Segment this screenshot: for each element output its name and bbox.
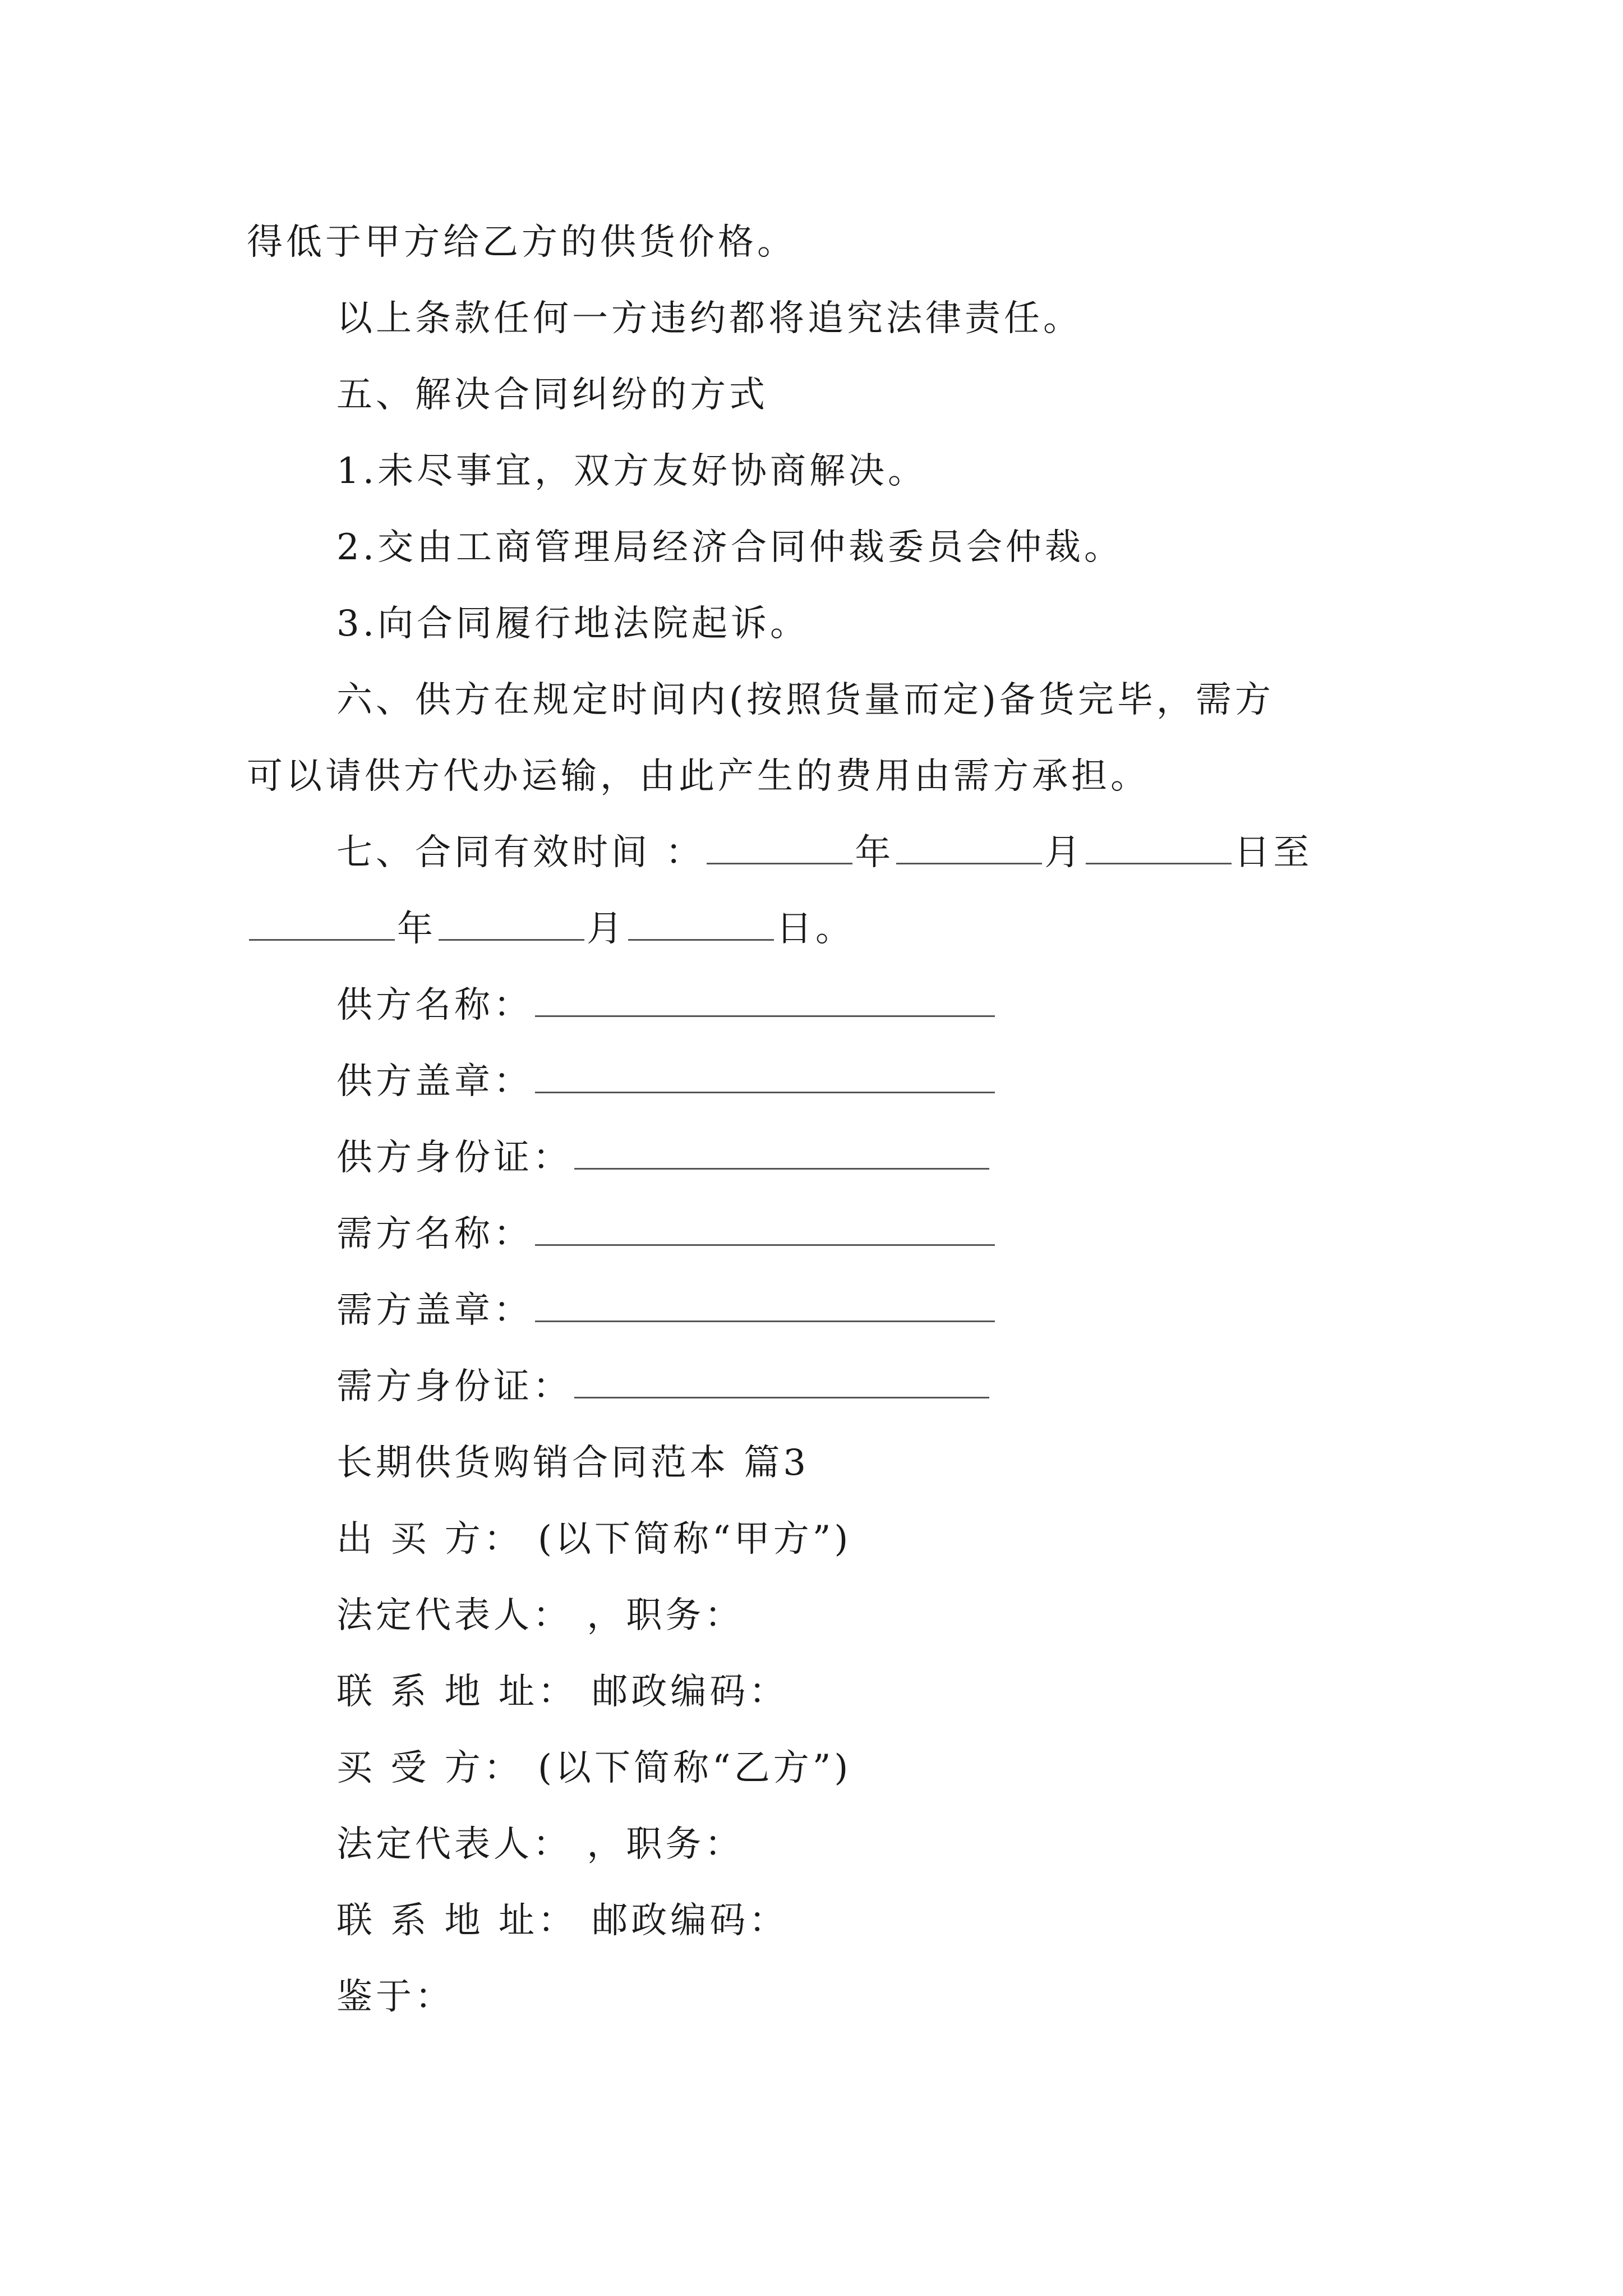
field-blank xyxy=(535,983,995,1017)
field-label: 需方盖章： xyxy=(336,1290,533,1331)
month-blank xyxy=(439,907,584,941)
seller-rep-line: 法定代表人： ，职务： xyxy=(336,1595,744,1636)
year-blank xyxy=(249,907,395,941)
year-label: 年 xyxy=(397,908,436,950)
buyer-rep-line: 法定代表人： ，职务： xyxy=(336,1824,744,1865)
field-blank xyxy=(535,1059,995,1093)
month-label: 月 xyxy=(1044,832,1084,873)
day-to-label: 日至 xyxy=(1234,832,1313,873)
whereas-line: 鉴于： xyxy=(336,1976,454,2018)
list-item: 2.交由工商管理局经济合同仲裁委员会仲裁。 xyxy=(336,527,1124,568)
field-label: 供方名称： xyxy=(336,984,533,1026)
seller-address-line: 联 系 地 址： 邮政编码： xyxy=(336,1671,789,1713)
section-heading: 五、解决合同纠纷的方式 xyxy=(336,374,768,416)
field-blank xyxy=(574,1135,989,1170)
seller-line: 出 买 方： (以下简称“甲方”) xyxy=(336,1519,852,1560)
buyer-id-field xyxy=(336,1364,992,1409)
field-blank xyxy=(574,1364,989,1398)
buyer-line: 买 受 方： (以下简称“乙方”) xyxy=(336,1747,852,1789)
validity-line-end xyxy=(247,907,855,951)
field-blank xyxy=(535,1212,995,1246)
supplier-name-field xyxy=(336,983,997,1028)
field-label: 需方身份证： xyxy=(336,1366,572,1407)
buyer-seal-field xyxy=(336,1288,997,1333)
field-label: 需方名称： xyxy=(336,1213,533,1255)
supplier-seal-field xyxy=(336,1059,997,1104)
year-label: 年 xyxy=(855,832,895,873)
field-label: 供方盖章： xyxy=(336,1061,533,1102)
validity-label: 七、合同有效时间 ： xyxy=(336,832,705,873)
paragraph-line: 以上条款任何一方违约都将追究法律责任。 xyxy=(336,298,1082,339)
buyer-address-line: 联 系 地 址： 邮政编码： xyxy=(336,1900,789,1941)
field-label: 供方身份证： xyxy=(336,1137,572,1179)
list-item: 1.未尽事宜，双方友好协商解决。 xyxy=(336,450,928,492)
section-heading: 六、供方在规定时间内(按照货量而定)备货完毕，需方 xyxy=(336,679,1274,721)
list-item: 3.向合同履行地法院起诉。 xyxy=(336,603,810,645)
supplier-id-field xyxy=(336,1135,992,1180)
buyer-name-field xyxy=(336,1212,997,1257)
month-blank xyxy=(896,830,1042,864)
validity-line xyxy=(336,830,1312,875)
year-blank xyxy=(707,830,852,864)
month-label: 月 xyxy=(587,908,626,950)
day-blank xyxy=(628,907,774,941)
day-end-label: 日。 xyxy=(776,908,855,950)
field-blank xyxy=(535,1288,995,1322)
paragraph-line: 可以请供方代办运输，由此产生的费用由需方承担。 xyxy=(247,756,1150,797)
section-title: 长期供货购销合同范本 篇3 xyxy=(336,1442,810,1484)
paragraph-line: 得低于甲方给乙方的供货价格。 xyxy=(247,222,796,263)
day-blank xyxy=(1086,830,1232,864)
